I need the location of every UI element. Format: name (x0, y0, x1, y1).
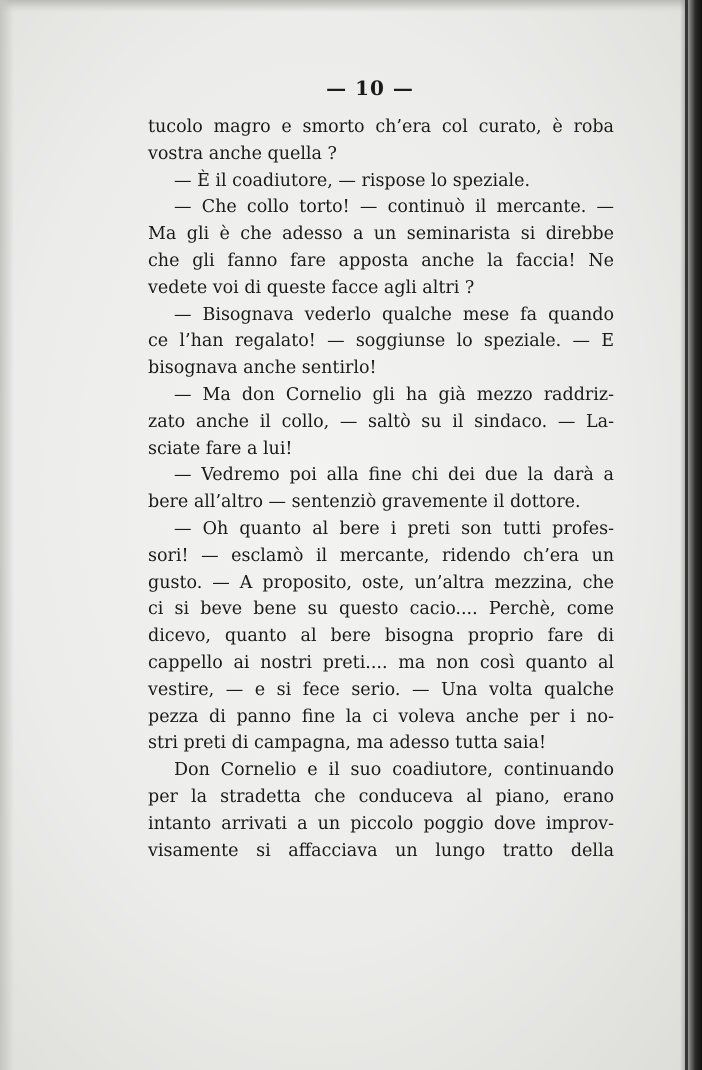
text-line: — Che collo torto! — continuò il mercante. — (174, 197, 614, 218)
text-line: per la stradetta che conduceva al piano, erano (148, 786, 614, 807)
text-line: stri preti di campagna, ma adesso tutta saia! (148, 733, 546, 754)
text-line: — Vedremo poi alla fine chi dei due la darà a (174, 465, 614, 486)
text-line: vestire, — e si fece serio. — Una volta qualche (148, 679, 614, 700)
text-line: tucolo magro e smorto ch’era col curato, è roba (148, 117, 614, 137)
text-line: pezza di panno fine la ci voleva anche per i no- (148, 706, 614, 727)
text-line: Ma gli è che adesso a un seminarista si direbbe (148, 224, 614, 245)
text-line: cappello ai nostri preti.... ma non così quanto al (148, 652, 614, 673)
text-line: — È il coadiutore, — rispose lo speziale. (174, 170, 531, 191)
text-line: sciate fare a lui! (148, 438, 293, 459)
text-line: — Bisognava vederlo qualche mese fa quando (174, 304, 614, 325)
page-number: — 10 — (326, 76, 414, 100)
page-left-shadow (0, 0, 14, 1070)
book-binding-edge (680, 0, 702, 1070)
page-top-shadow (0, 0, 702, 12)
text-line: dicevo, quanto al bere bisogna proprio fare di (148, 626, 614, 647)
body-text (148, 114, 614, 864)
text-line: intanto arrivati a un piccolo poggio dove improv- (148, 813, 614, 834)
text-line: bisognava anche sentirlo! (148, 358, 377, 379)
text-line: sori! — esclamò il mercante, ridendo ch’era un (148, 545, 614, 566)
text-line: gusto. — A proposito, oste, un’altra mezzina, che (148, 572, 614, 593)
text-line: vostra anche quella ? (148, 143, 337, 164)
text-line: bere all’altro — sentenziò gravemente il dottore. (148, 492, 581, 513)
text-line: ci si beve bene su questo cacio.... Perchè, come (148, 599, 614, 620)
text-line: — Ma don Cornelio gli ha già mezzo raddriz- (174, 384, 614, 405)
text-line: zato anche il collo, — saltò su il sindaco. — La- (148, 411, 614, 432)
text-line: vedete voi di queste facce agli altri ? (148, 277, 475, 298)
text-line: Don Cornelio e il suo coadiutore, continuando (174, 760, 614, 781)
binding-dark-line (685, 0, 688, 1070)
text-line: — Oh quanto al bere i preti son tutti profes- (174, 518, 614, 539)
text-line: che gli fanno fare apposta anche la faccia! Ne (148, 250, 614, 271)
text-line: ce l’han regalato! — soggiunse lo speziale. — E (148, 331, 614, 352)
text-line: visamente si affacciava un lungo tratto della (148, 840, 614, 861)
